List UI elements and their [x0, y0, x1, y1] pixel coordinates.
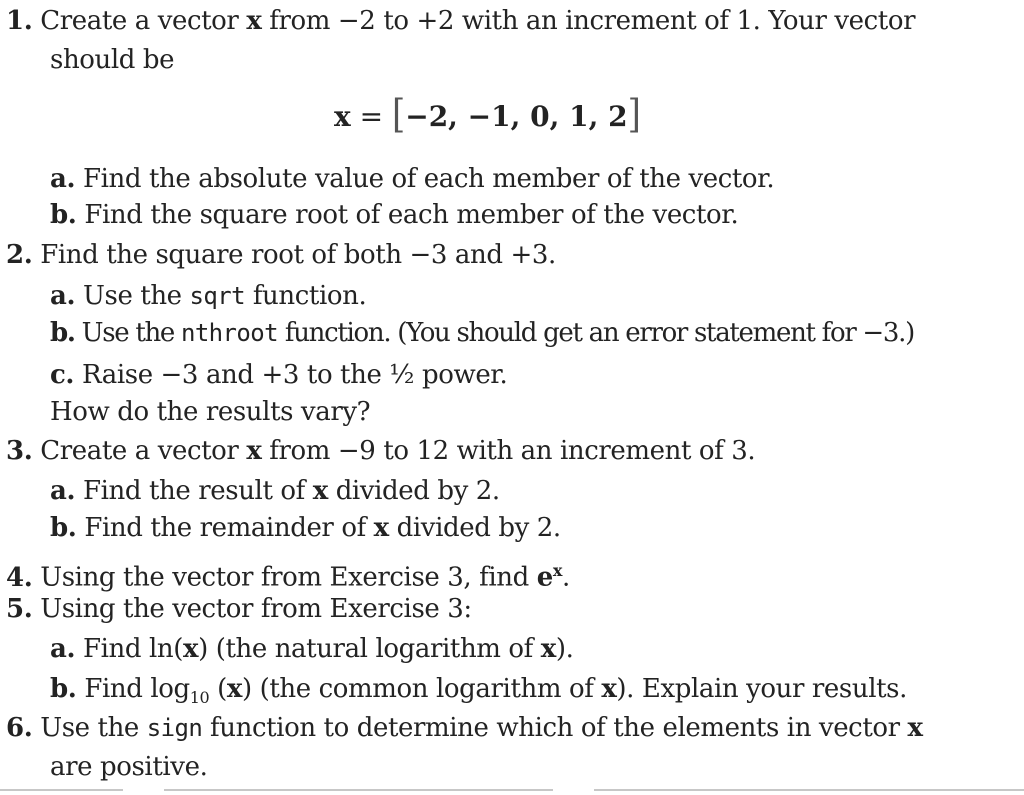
- sub-label: b.: [50, 674, 77, 704]
- sub-text: function.: [244, 281, 367, 311]
- exercise-3a: [50, 476, 500, 506]
- sub-text: Find the absolute value of each member of the vector.: [82, 164, 775, 194]
- equation-lhs: x: [334, 100, 351, 133]
- exercise-6-line-1: [6, 713, 923, 743]
- exercise-2-question: [50, 397, 370, 427]
- sub-label: b.: [50, 513, 77, 543]
- sub-text: (: [209, 674, 227, 704]
- exercise-text: should be: [50, 45, 175, 75]
- cropped-next-line: [0, 789, 1024, 791]
- sub-text: Find the result of: [82, 476, 313, 506]
- code-sign: sign: [146, 714, 203, 742]
- sub-text: Find the square root of each member of the vector.: [84, 200, 739, 230]
- exercise-text: Find the square root of both −3 and +3.: [40, 240, 556, 270]
- sub-text: ) (the natural logarithm of: [198, 634, 541, 664]
- vector-variable: x: [312, 476, 328, 506]
- exp-power: x: [552, 561, 563, 580]
- exercise-text: function to determine which of the elements in vector: [202, 713, 908, 743]
- exercise-1-line-2: [50, 45, 174, 75]
- exercise-text: Using the vector from Exercise 3, find: [40, 562, 537, 593]
- exercise-number: 5.: [6, 594, 33, 624]
- equals-sign: =: [350, 100, 392, 133]
- sub-label: b.: [50, 318, 75, 348]
- vector-variable: x: [540, 634, 556, 664]
- sub-text: Find the remainder of: [84, 513, 374, 543]
- exercise-1-line-1: [6, 6, 915, 36]
- exercise-text: .: [562, 562, 570, 593]
- exercise-text: from −2 to +2 with an increment of 1. Your vector: [261, 6, 916, 36]
- sub-text: function. (You should get an error statement for −3.): [277, 318, 914, 348]
- vector-variable: x: [601, 674, 617, 704]
- code-sqrt: sqrt: [189, 282, 245, 310]
- sub-text: divided by 2.: [327, 476, 500, 506]
- left-bracket: [: [391, 92, 406, 138]
- sub-text: ).: [555, 634, 574, 664]
- exercise-text: from −9 to 12 with an increment of 3.: [261, 436, 756, 466]
- exercise-5a: [50, 634, 574, 664]
- exercise-text: Create a vector: [40, 436, 247, 466]
- sub-text: Find ln(: [82, 634, 183, 664]
- sub-label: c.: [50, 360, 75, 390]
- sub-text: ). Explain your results.: [616, 674, 907, 704]
- sub-label: a.: [50, 164, 76, 194]
- code-nthroot: nthroot: [180, 319, 278, 347]
- vector-variable: x: [907, 713, 923, 743]
- exercise-5b: [50, 674, 907, 713]
- right-bracket: ]: [627, 92, 641, 138]
- exercise-text: are positive.: [50, 752, 208, 782]
- exercise-number: 6.: [6, 713, 33, 743]
- vector-variable: x: [246, 6, 262, 36]
- sub-label: b.: [50, 200, 77, 230]
- exp-base: e: [536, 562, 553, 593]
- sub-label: a.: [50, 281, 76, 311]
- sub-text: Use the: [82, 281, 190, 311]
- exercise-text: Using the vector from Exercise 3:: [40, 594, 472, 624]
- exercise-2c: [50, 360, 507, 390]
- equation-values: −2, −1, 0, 1, 2: [405, 100, 628, 133]
- sub-label: a.: [50, 476, 76, 506]
- vector-variable: x: [226, 674, 243, 704]
- sub-text: Use the: [81, 318, 181, 348]
- log-base: 10: [189, 688, 210, 708]
- sub-text: ) (the common logarithm of: [242, 674, 602, 704]
- vector-variable: x: [246, 436, 262, 466]
- exercise-2-line-1: [6, 240, 556, 270]
- exercise-number: 2.: [6, 240, 33, 270]
- exercise-text: Create a vector: [40, 6, 247, 36]
- sub-text: Raise −3 and +3 to the ½ power.: [81, 360, 508, 390]
- exercise-text: Use the: [40, 713, 147, 743]
- sub-text: Find log: [84, 674, 190, 704]
- exercise-3b: [50, 513, 561, 543]
- exercise-1a: [50, 164, 774, 194]
- exercise-number: 3.: [6, 436, 33, 466]
- exercise-5-line-1: [6, 594, 472, 624]
- sub-label: a.: [50, 634, 76, 664]
- question-text: How do the results vary?: [50, 397, 371, 427]
- exercise-6-line-2: [50, 752, 207, 782]
- exercise-number: 1.: [6, 6, 33, 36]
- vector-variable: x: [373, 513, 389, 543]
- exercise-1b: [50, 200, 738, 230]
- exercise-4: [6, 556, 570, 593]
- sub-text: divided by 2.: [388, 513, 561, 543]
- vector-variable: x: [183, 634, 199, 664]
- vector-equation: [334, 92, 641, 138]
- exercise-number: 4.: [6, 562, 33, 593]
- exercise-2b: [50, 318, 914, 348]
- exercise-3-line-1: [6, 436, 755, 466]
- exercise-2a: [50, 281, 366, 311]
